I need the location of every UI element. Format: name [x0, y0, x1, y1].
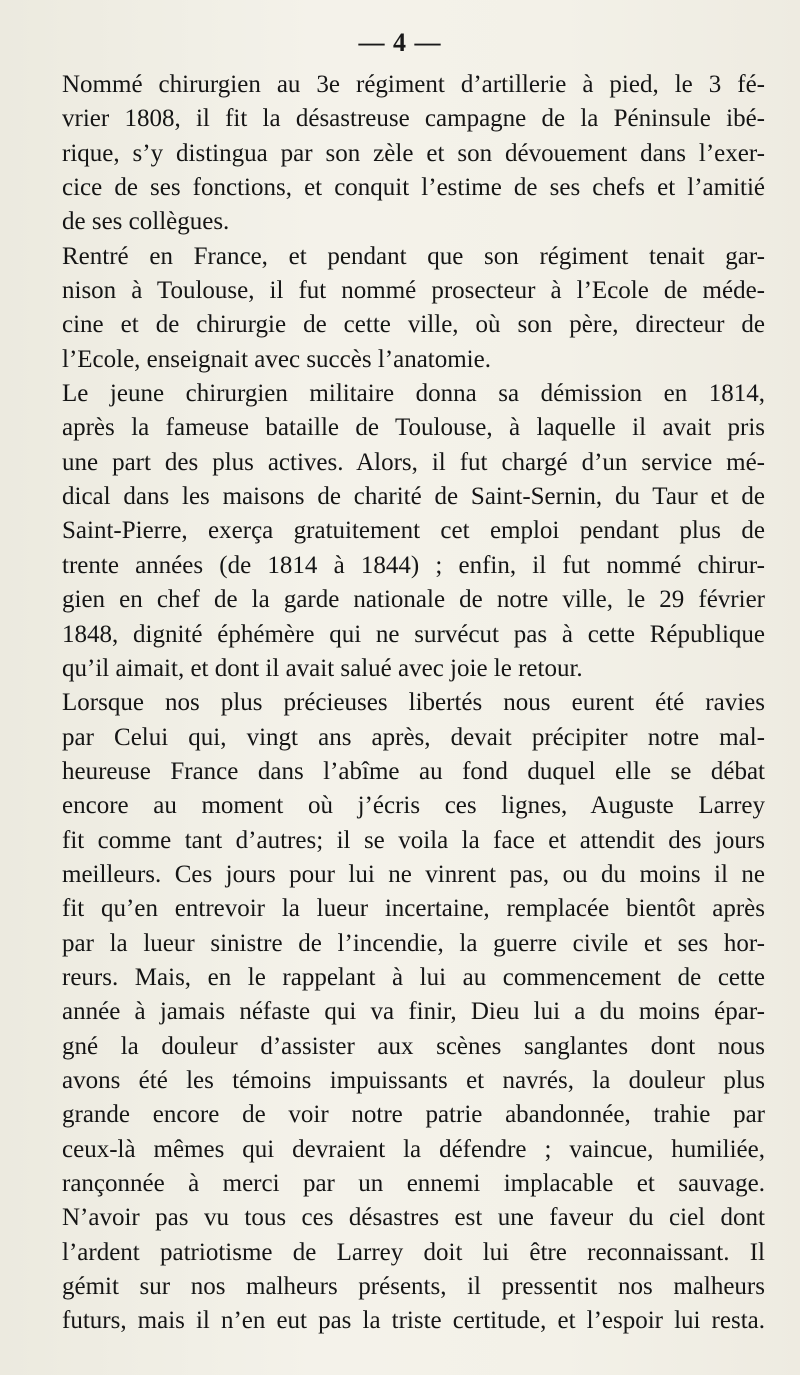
text-line: reurs. Mais, en le rappelant à lui au commencement de cette: [62, 963, 765, 991]
paragraph: [62, 686, 765, 1339]
text-line: nison à Toulouse, il fut nommé prosecteur à l’Ecole de méde-: [62, 277, 765, 305]
text-line: Saint-Pierre, exerça gratuitement cet emploi pendant plus de: [62, 517, 765, 545]
text-line: meilleurs. Ces jours pour lui ne vinrent pas, ou du moins il ne: [62, 860, 765, 888]
paragraph: [62, 240, 765, 377]
text-line: fit comme tant d’autres; il se voila la face et attendit des jours: [62, 826, 765, 854]
text-line: par la lueur sinistre de l’incendie, la guerre civile et ses hor-: [62, 929, 765, 957]
text-line: heureuse France dans l’abîme au fond duquel elle se débat: [62, 757, 765, 785]
paragraph: [62, 377, 765, 686]
text-line: une part des plus actives. Alors, il fut chargé d’un service mé-: [62, 448, 765, 476]
text-line: gien en chef de la garde nationale de notre ville, le 29 février: [62, 586, 765, 614]
text-line: futurs, mais il n’en eut pas la triste certitude, et l’espoir lui resta.: [62, 1307, 765, 1335]
text-line: 1848, dignité éphémère qui ne survécut pas à cette République: [62, 620, 765, 648]
text-line: ceux-là mêmes qui devraient la défendre ; vaincue, humiliée,: [62, 1135, 765, 1163]
page-number: — 4 —: [358, 28, 442, 57]
text-line: rançonnée à merci par un ennemi implacable et sauvage.: [62, 1170, 765, 1197]
text-line: de ses collègues.: [62, 208, 230, 236]
paragraph: [62, 68, 765, 240]
text-line: N’avoir pas vu tous ces désastres est une faveur du ciel dont: [62, 1204, 765, 1232]
text-line: Le jeune chirurgien militaire donna sa démission en 1814,: [62, 380, 765, 408]
text-line: fit qu’en entrevoir la lueur incertaine, remplacée bientôt après: [62, 895, 765, 923]
text-line: dical dans les maisons de charité de Saint-Sernin, du Taur et de: [62, 483, 765, 511]
text-line: encore au moment où j’écris ces lignes, Auguste Larrey: [62, 792, 765, 820]
text-line: l’ardent patriotisme de Larrey doit lui être reconnaissant. Il: [62, 1238, 765, 1266]
text-line: Lorsque nos plus précieuses libertés nous eurent été ravies: [62, 689, 765, 717]
text-line: après la fameuse bataille de Toulouse, à laquelle il avait pris: [62, 414, 765, 442]
text-line: avons été les témoins impuissants et navrés, la douleur plus: [62, 1066, 765, 1094]
text-line: par Celui qui, vingt ans après, devait précipiter notre mal-: [62, 723, 765, 751]
text-line: qu’il aimait, et dont il avait salué avec joie le retour.: [62, 654, 583, 682]
text-line: Nommé chirurgien au 3e régiment d’artillerie à pied, le 3 fé-: [62, 71, 765, 98]
text-line: gémit sur nos malheurs présents, il pressentit nos malheurs: [62, 1273, 765, 1301]
text-line: rique, s’y distingua par son zèle et son dévouement dans l’exer-: [62, 139, 765, 167]
text-line: trente années (de 1814 à 1844) ; enfin, il fut nommé chirur-: [62, 551, 765, 579]
text-line: cine et de chirurgie de cette ville, où son père, directeur de: [62, 311, 765, 339]
text-line: l’Ecole, enseignait avec succès l’anatomie.: [62, 345, 491, 373]
body-text: [62, 68, 765, 1339]
text-line: cice de ses fonctions, et conquit l’estime de ses chefs et l’amitié: [62, 174, 765, 202]
text-line: gné la douleur d’assister aux scènes sanglantes dont nous: [62, 1032, 765, 1060]
text-line: vrier 1808, il fit la désastreuse campagne de la Péninsule ibé-: [62, 105, 765, 133]
text-line: année à jamais néfaste qui va finir, Dieu lui a du moins épar-: [62, 998, 765, 1026]
text-line: Rentré en France, et pendant que son régiment tenait gar-: [62, 242, 765, 270]
text-line: grande encore de voir notre patrie abandonnée, trahie par: [62, 1101, 765, 1129]
